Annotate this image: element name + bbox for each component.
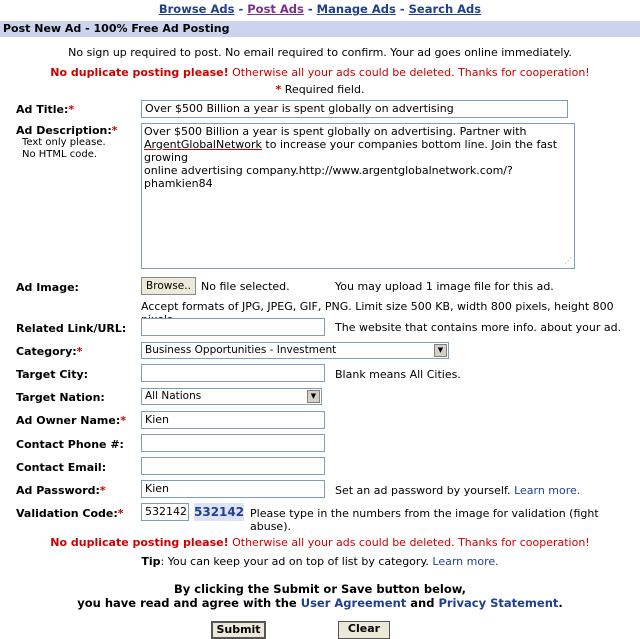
- owner-name-input[interactable]: Kien: [141, 411, 325, 429]
- browse-button[interactable]: Browse..: [141, 277, 196, 295]
- privacy-statement-link[interactable]: Privacy Statement: [438, 596, 559, 610]
- warning-rest: Otherwise all your ads could be deleted. Thanks for cooperation!: [228, 66, 590, 79]
- ad-description-label: [16, 124, 118, 137]
- nav-separator: -: [307, 2, 313, 16]
- duplicate-warning: [0, 66, 640, 79]
- required-star: *: [275, 83, 282, 96]
- nav-separator: -: [238, 2, 244, 16]
- description-line-2-rest: to increase your companies bottom line. Join the fast growing: [144, 138, 558, 164]
- top-navigation: [0, 2, 640, 16]
- contact-phone-label: Contact Phone #:: [16, 438, 124, 451]
- agreement-period: .: [558, 596, 563, 610]
- nav-browse-ads-link[interactable]: Browse Ads: [158, 2, 235, 16]
- description-note-1: Text only please.: [22, 137, 106, 148]
- required-star: *: [117, 507, 124, 520]
- target-city-label: Target City:: [16, 368, 89, 381]
- ad-title-label: [16, 103, 74, 116]
- required-star: *: [111, 124, 118, 137]
- ad-password-label-text: Ad Password:: [16, 484, 100, 497]
- ad-description-textarea[interactable]: [141, 123, 575, 269]
- category-label: [16, 345, 82, 358]
- required-star: *: [120, 414, 126, 427]
- tip-label: Tip: [141, 555, 161, 568]
- nav-search-ads-link[interactable]: Search Ads: [408, 2, 482, 16]
- related-link-hint: The website that contains more info. about your ad.: [335, 321, 622, 334]
- agreement-line-1: By clicking the Submit or Save button below,: [174, 582, 466, 596]
- category-label-text: Category:: [16, 345, 77, 358]
- validation-captcha-image: 532142: [194, 505, 245, 519]
- agreement-line-2: [0, 596, 640, 610]
- validation-hint: Please type in the numbers from the image for validation (fight abuse).: [250, 507, 599, 533]
- required-text: Required field.: [281, 83, 365, 96]
- duplicate-warning-bottom: [0, 536, 640, 549]
- target-nation-label: Target Nation:: [16, 391, 105, 404]
- nav-post-ads-link[interactable]: Post Ads: [247, 2, 304, 16]
- page-title-bar: [0, 21, 640, 37]
- warning-bold: No duplicate posting please!: [50, 536, 229, 549]
- nav-separator: -: [399, 2, 405, 16]
- target-nation-select[interactable]: [141, 388, 322, 405]
- required-note: [0, 83, 640, 96]
- description-line-3: online advertising company.http://www.argentglobalnetwork.com/?phamkien84: [144, 164, 513, 190]
- required-star: *: [76, 345, 83, 358]
- tip-learn-more-link[interactable]: Learn more.: [432, 555, 499, 568]
- tip-body: : You can keep your ad on top of list by category.: [160, 555, 429, 568]
- password-hint-text: Set an ad password by yourself.: [335, 484, 511, 497]
- ad-title-label-text: Ad Title:: [16, 103, 69, 116]
- owner-name-label: [16, 414, 126, 427]
- contact-phone-input[interactable]: [141, 434, 325, 452]
- resize-grip-icon[interactable]: ⋰: [564, 256, 572, 265]
- password-learn-more-link[interactable]: Learn more.: [514, 484, 581, 497]
- related-link-input[interactable]: [141, 318, 325, 336]
- ad-title-input[interactable]: Over $500 Billion a year is spent globally on advertising: [141, 100, 568, 118]
- warning-bold: No duplicate posting please!: [50, 66, 229, 79]
- target-city-input[interactable]: [141, 364, 325, 382]
- dropdown-arrow-icon[interactable]: ▼: [434, 344, 447, 357]
- category-select[interactable]: [141, 342, 449, 359]
- warning-rest: Otherwise all your ads could be deleted. Thanks for cooperation!: [228, 536, 590, 549]
- image-hint: You may upload 1 image file for this ad.: [335, 280, 554, 293]
- agreement-and-text: and: [406, 596, 439, 610]
- contact-email-label: Contact Email:: [16, 461, 107, 474]
- ad-image-label: Ad Image:: [16, 281, 79, 294]
- nav-manage-ads-link[interactable]: Manage Ads: [316, 2, 396, 16]
- intro-text: No sign up required to post. No email required to confirm. Your ad goes online immediately.: [68, 46, 572, 59]
- page-title: Post New Ad - 100% Free Ad Posting: [3, 22, 230, 35]
- related-link-label: Related Link/URL:: [16, 322, 127, 335]
- clear-button[interactable]: Clear: [338, 621, 390, 639]
- validation-code-input[interactable]: 532142: [141, 503, 189, 521]
- validation-code-label-text: Validation Code:: [16, 507, 118, 520]
- dropdown-arrow-icon[interactable]: ▼: [307, 390, 320, 403]
- description-note-2: No HTML code.: [22, 149, 98, 160]
- user-agreement-link[interactable]: User Agreement: [300, 596, 407, 610]
- category-selected-value: Business Opportunities - Investment: [145, 344, 337, 356]
- file-status: No file selected.: [201, 280, 290, 293]
- description-line-1: Over $500 Billion a year is spent globally on advertising. Partner with: [144, 125, 527, 138]
- contact-email-input[interactable]: [141, 457, 325, 475]
- ad-password-input[interactable]: Kien: [141, 480, 325, 498]
- required-star: *: [68, 103, 75, 116]
- tip-text: [0, 555, 640, 568]
- ad-description-label-text: Ad Description:: [16, 124, 112, 137]
- owner-name-label-text: Ad Owner Name:: [16, 414, 121, 427]
- submit-button[interactable]: Submit: [211, 621, 266, 639]
- validation-code-label: [16, 507, 124, 520]
- image-formats-note: Accept formats of JPG, JPEG, GIF, PNG. Limit size 500 KB, width 800 pixels, height 800: [141, 300, 614, 313]
- target-nation-selected-value: All Nations: [145, 390, 202, 402]
- description-underlined-word: ArgentGlobalNetwork: [144, 138, 262, 151]
- agreement-pre-text: you have read and agree with the: [77, 596, 301, 610]
- target-city-hint: Blank means All Cities.: [335, 368, 461, 381]
- description-line-2: [144, 138, 572, 164]
- required-star: *: [99, 484, 106, 497]
- password-hint: [335, 484, 580, 497]
- ad-password-label: [16, 484, 106, 497]
